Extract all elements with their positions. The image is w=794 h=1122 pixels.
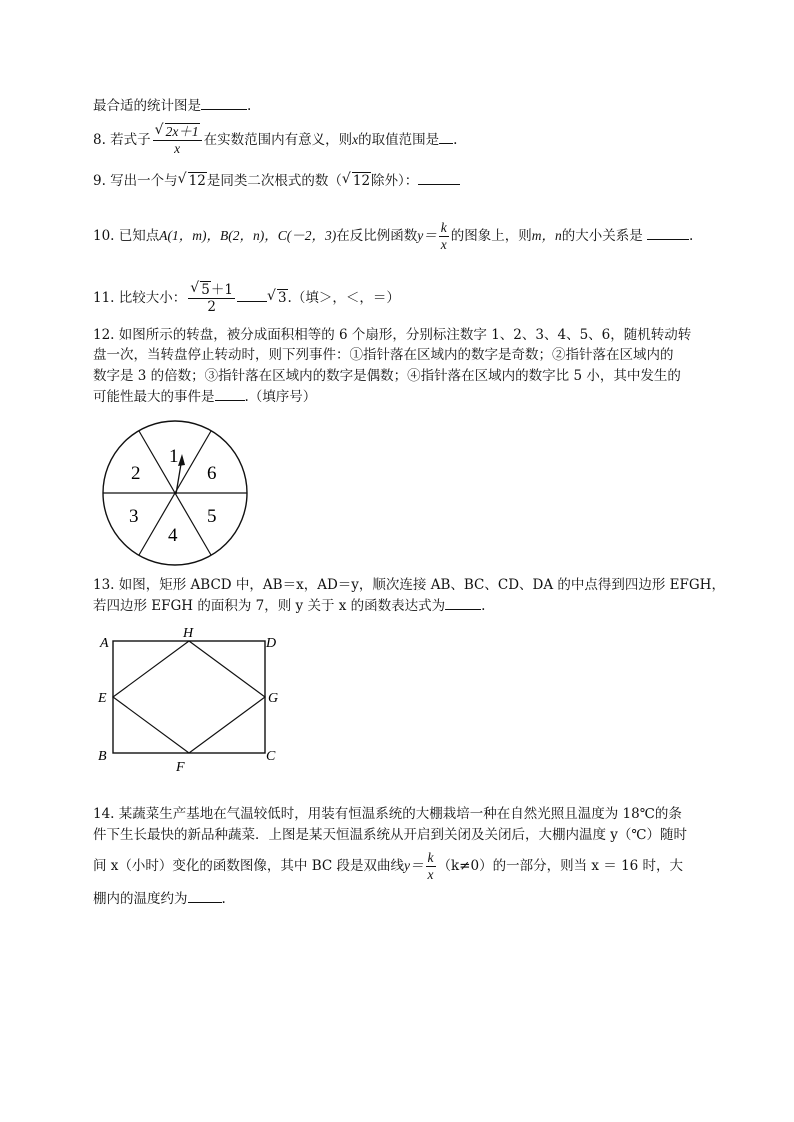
q11-fraction: √ $\frac{5+1}{2}$ [188, 282, 235, 315]
q12-line-2: 盘一次，当转盘停止转动时，则下列事件：①指针落在区域内的数字是奇数；②指针落在区域内的 [93, 347, 674, 363]
quadrilateral-efgh [113, 641, 265, 753]
label-a: A [100, 636, 109, 651]
answer-blank [439, 143, 453, 144]
answer-blank [418, 184, 460, 185]
label-b: B [98, 749, 107, 764]
label-g: G [268, 691, 279, 706]
rectangle-abcd [113, 641, 265, 753]
q13-line-2: 若四边形 EFGH 的面积为 7，则 y 关于 x 的函数表达式为 . [93, 598, 486, 614]
q14-fraction: $\frac{k}{x}$ [427, 850, 434, 882]
question-8: 8. 若式子 √ $\frac{2x+1}{x}$ 在实数范围内有意义，则x的取值范围是 . [93, 124, 457, 157]
question-11: 11. 比较大小： √ $\frac{5+1}{2}$ √ 3.（填＞，＜，＝） [93, 282, 400, 315]
answer-blank [237, 301, 267, 302]
question-9: 9. 写出一个与√ 12是同类二次根式的数（√ 12除外）： [93, 171, 460, 191]
answer-blank [201, 109, 247, 110]
answer-blank [215, 400, 245, 401]
q14-line-4: 棚内的温度约为 . [93, 891, 226, 907]
answer-blank [445, 609, 481, 610]
label-h: H [183, 626, 194, 641]
q8-fraction: √ $\frac{2x+1}{x}$ [153, 124, 202, 157]
q14-line-1: 14. 某蔬菜生产基地在气温较低时，用装有恒温系统的大棚栽培一种在自然光照且温度为 18℃的条 [93, 806, 682, 822]
q12-line-3: 数字是 3 的倍数；③指针落在区域内的数字是偶数；④指针落在区域内的数字比 5 小，其中发生的 [93, 368, 681, 384]
label-e: E [98, 691, 107, 706]
sector-label-2: 2 [131, 463, 141, 484]
q10-fraction: $\frac{k}{x}$ [440, 220, 447, 252]
answer-blank [188, 902, 222, 903]
q14-line-2: 件下生长最快的新品种蔬菜．上图是某天恒温系统从开启到关闭及关闭后，大棚内温度 y（℃）随时 [93, 827, 688, 843]
sector-label-5: 5 [207, 506, 217, 527]
label-d: D [266, 636, 277, 651]
label-f: F [176, 760, 185, 774]
q7-tail: 最合适的统计图是 . [93, 98, 252, 114]
q13-line-1: 13. 如图，矩形 ABCD 中，AB＝x，AD＝y，顺次连接 AB、BC、CD、DA 的中点得到四边形 EFGH， [93, 577, 725, 593]
question-10: 10. 已知点A(1，m)，B(2，n)，C(－2，3)在反比例函数y＝ $\frac{k}{x}$ 的图象上，则m，n的大小关系是 . [93, 220, 694, 252]
sector-label-4: 4 [168, 525, 178, 546]
rectangle-figure [92, 622, 292, 774]
q12-line-4: 可能性最大的事件是 .（填序号） [93, 389, 317, 405]
answer-blank [647, 239, 689, 240]
sector-label-6: 6 [207, 463, 217, 484]
pointer-arrowhead [178, 454, 185, 466]
spinner-figure [100, 418, 252, 570]
sector-label-3: 3 [129, 506, 139, 527]
sector-label-1: 1 [169, 446, 179, 467]
q12-line-1: 12. 如图所示的转盘，被分成面积相等的 6 个扇形，分别标注数字 1、2、3、4、5、6，随机转动转 [93, 327, 692, 343]
label-c: C [266, 749, 276, 764]
q14-line-3: 间 x（小时）变化的函数图像，其中 BC 段是双曲线y＝ $\frac{k}{x}$ （k≠0）的一部分，则当 x ＝ 16 时，大 [93, 850, 684, 882]
